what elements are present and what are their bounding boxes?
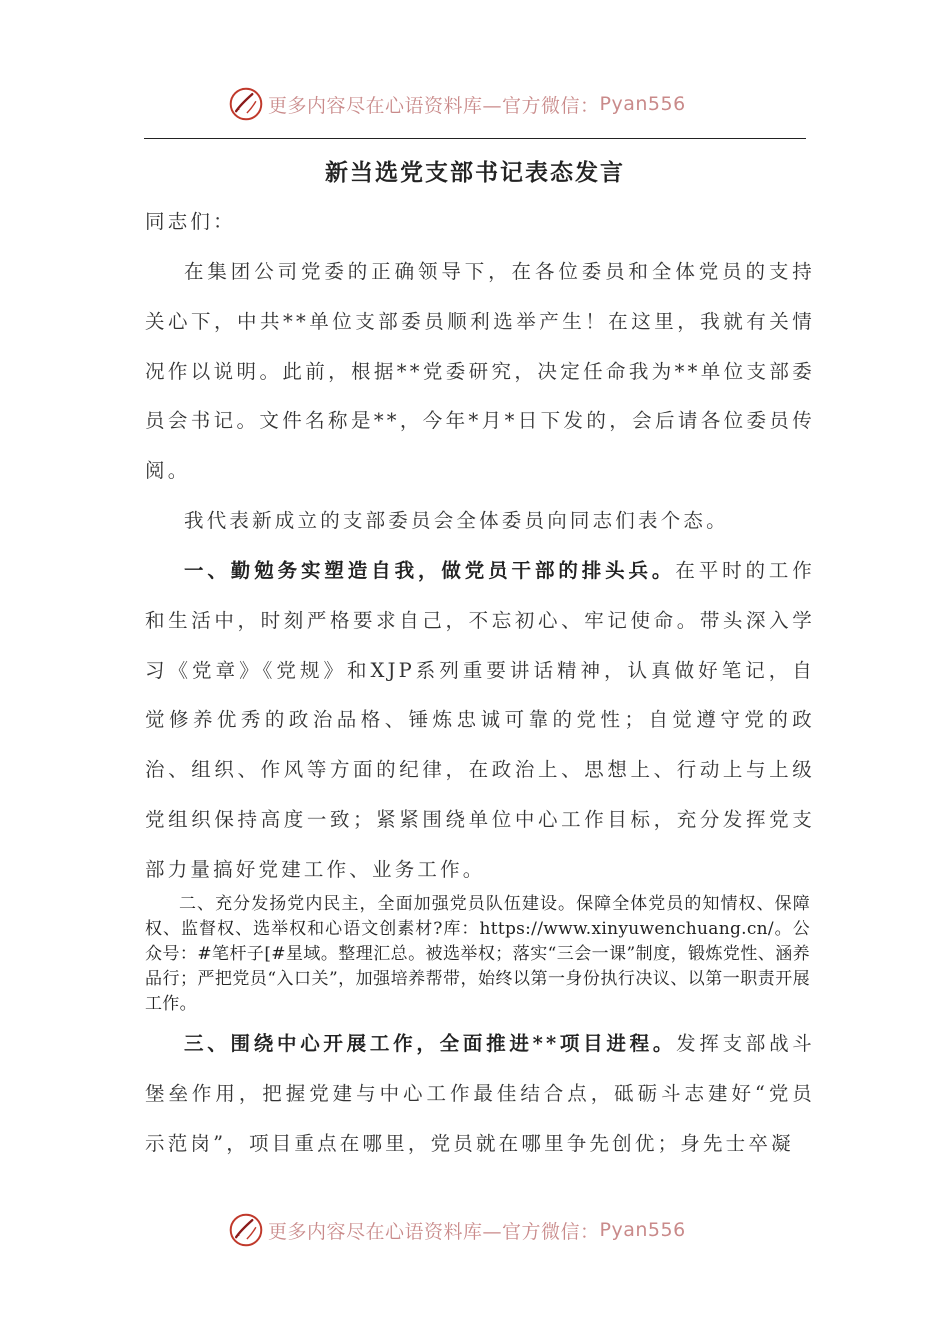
- footer-banner: [228, 1210, 728, 1250]
- section-three-heading: 三、围绕中心开展工作，全面推进**项目进程。: [184, 1032, 677, 1055]
- section-three-body: 发挥支部战斗堡垒作用，把握党建与中心工作最佳结合点，砥砺斗志建好“党员示范岗”，项目重点在哪里，党员就在哪里争先创优；身先士卒凝: [145, 1032, 816, 1155]
- banner-wechat-id: Pyan556: [599, 93, 686, 115]
- section-one: [145, 546, 815, 895]
- paragraph-statement: 我代表新成立的支部委员会全体委员向同志们表个态。: [184, 509, 729, 532]
- section-two: 二、充分发扬党内民主，全面加强党员队伍建设。保障全体党员的知情权、保障权、监督权、选举权和心语文创素材?库：https://www.xinyuwenchuang.cn/。公众号：#笔杆子[#星域。整理汇总。被选举权；落实“三会一课”制度，锻炼党性、涵养品行；严把党员“入口关”，加强培养帮带，始终以第一身份执行决议、以第一职责开展工作。: [145, 894, 810, 1014]
- greeting: 同志们：: [145, 210, 236, 233]
- banner-text: 更多内容尽在心语资料库—官方微信：: [268, 1220, 600, 1243]
- document-title: 新当选党支部书记表态发言: [325, 159, 625, 186]
- pen-logo-icon: [228, 1212, 264, 1248]
- section-three: [145, 1019, 815, 1168]
- paragraph-intro: 在集团公司党委的正确领导下，在各位委员和全体党员的支持关心下，中共**单位支部委员顺利选举产生！在这里，我就有关情况作以说明。此前，根据**党委研究，决定任命我为**单位支部委员会书记。文件名称是**，今年*月*日下发的，会后请各位委员传阅。: [145, 260, 815, 483]
- section-one-body: 在平时的工作和生活中，时刻严格要求自己，不忘初心、牢记使命。带头深入学习《党章》《党规》和XJP系列重要讲话精神，认真做好笔记，自觉修养优秀的政治品格、锤炼忠诚可靠的党性；自觉遵守党的政治、组织、作风等方面的纪律，在政治上、思想上、行动上与上级党组织保持高度一致；紧紧围绕单位中心工作目标，充分发挥党支部力量搞好党建工作、业务工作。: [145, 559, 816, 881]
- header-divider: [144, 138, 806, 139]
- banner-wechat-id: Pyan556: [599, 1219, 686, 1241]
- banner-text: 更多内容尽在心语资料库—官方微信：: [268, 94, 600, 117]
- section-one-heading: 一、勤勉务实塑造自我，做党员干部的排头兵。: [184, 559, 676, 582]
- header-banner: [228, 84, 728, 124]
- pen-logo-icon: [228, 86, 264, 122]
